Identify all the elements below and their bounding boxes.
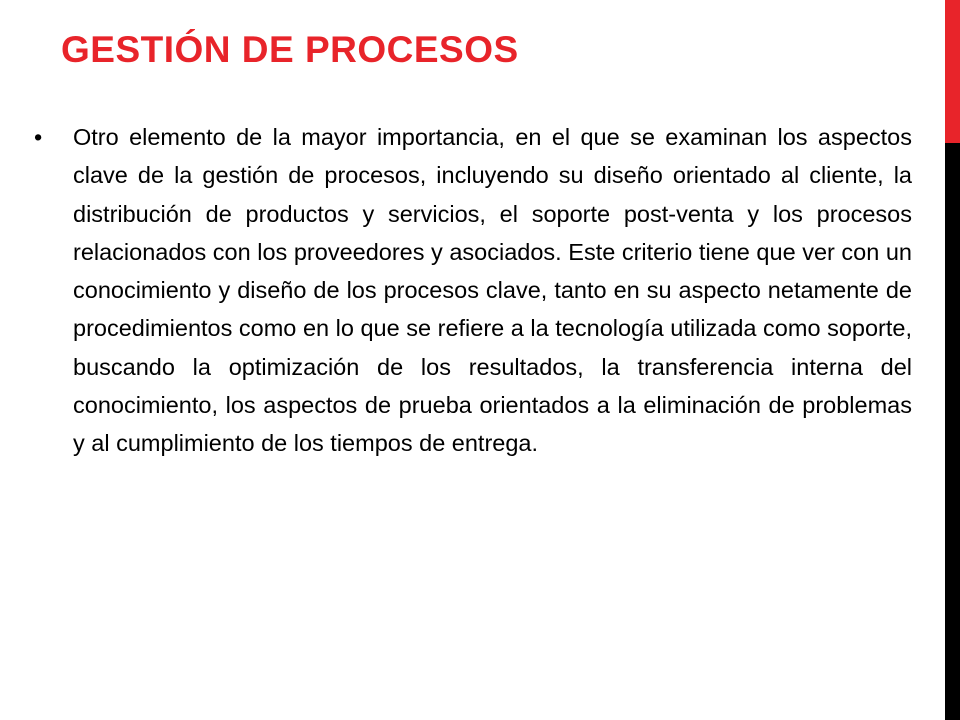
side-accent-bar-red — [945, 0, 960, 143]
bullet-icon: • — [34, 124, 43, 150]
side-accent-bar-black — [945, 143, 960, 720]
slide-title: GESTIÓN DE PROCESOS — [61, 29, 519, 70]
bullet-item — [34, 118, 912, 463]
bullet-list — [34, 118, 912, 463]
bullet-text: Otro elemento de la mayor importancia, en el que se examinan los aspectos clave de la gestión de procesos, incluyendo su diseño orientado al cliente, la distribución de productos y servicios, el soporte post-venta y los procesos relacionados con los proveedores y asociados. Este criterio tiene que ver con un conocimiento y diseño de los procesos clave, tanto en su aspecto netamente de procedimientos como en lo que se refiere a la tecnología utilizada como soporte, buscando la optimización de los resultados, la transferencia interna del conocimiento, los aspectos de prueba orientados a la eliminación de problemas y al cumplimiento de los tiempos de entrega. — [73, 124, 912, 457]
